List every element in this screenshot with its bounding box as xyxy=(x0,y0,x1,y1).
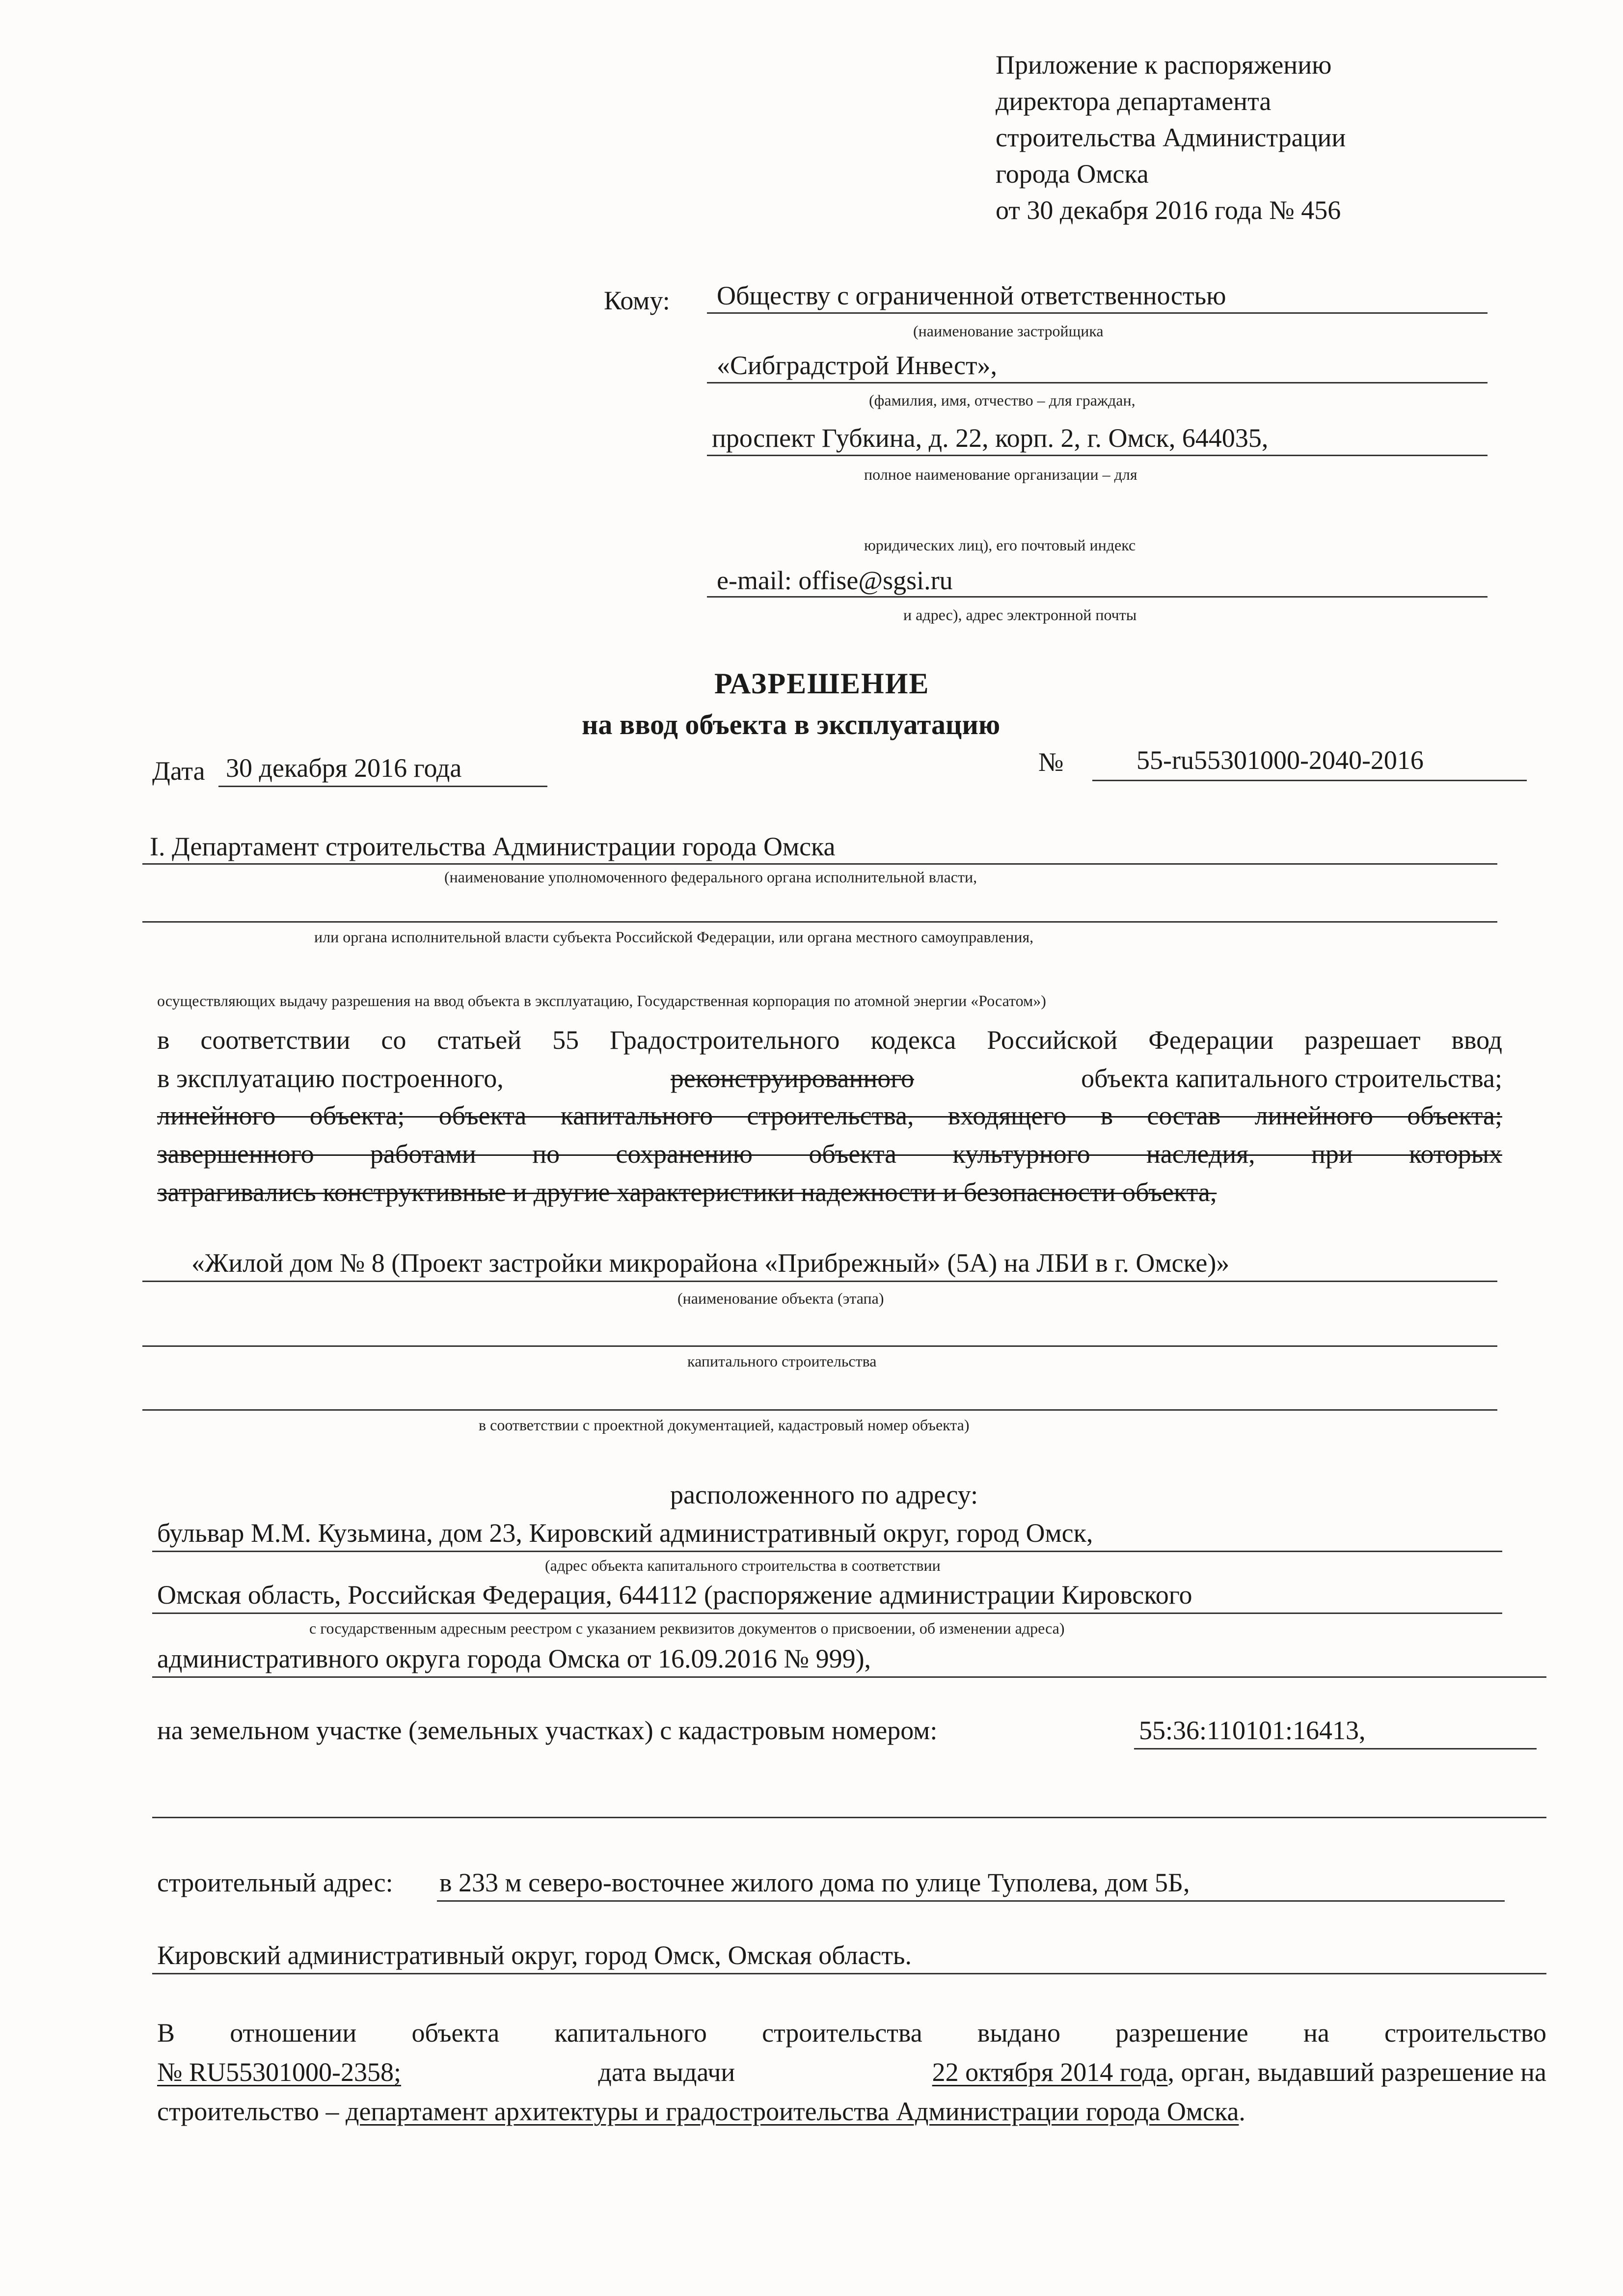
location-line-2: Омская область, Российская Федерация, 644112 (распоряжение администрации Кировского xyxy=(157,1580,1192,1610)
location-line-3: административного округа города Омска от 16.09.2016 № 999), xyxy=(157,1644,871,1673)
underline xyxy=(152,1676,1546,1678)
appendix-line-5: от 30 декабря 2016 года № 456 xyxy=(996,195,1341,225)
underline xyxy=(707,382,1488,383)
permit-line-2-rest: , орган, выдавший разрешение на xyxy=(1167,2057,1546,2087)
permit-date-label: дата выдачи xyxy=(598,2057,735,2087)
underline xyxy=(142,1409,1497,1411)
paragraph-line-2-struck: реконструированного xyxy=(670,1064,915,1093)
underline xyxy=(152,1551,1502,1552)
paragraph-line-2-part-3: объекта капитального строительства; xyxy=(1081,1064,1502,1093)
underline xyxy=(142,1281,1497,1282)
underline xyxy=(707,455,1488,456)
paragraph-line-4: завершенного работами по сохранению объекта культурного наследия, при которых xyxy=(157,1139,1502,1169)
date-label: Дата xyxy=(152,756,205,786)
land-label: на земельном участке (земельных участках) с кадастровым номером: xyxy=(157,1716,938,1745)
paragraph-line-3: линейного объекта; объекта капитального строительства, входящего в состав линейного объекта; xyxy=(157,1101,1502,1130)
permit-line-3 xyxy=(157,2096,1245,2127)
location-hint-1: (адрес объекта капитального строительства в соответствии xyxy=(545,1557,941,1574)
underline xyxy=(707,596,1488,598)
permit-issuer: департамент архитектуры и градостроительства Администрации города Омска xyxy=(345,2097,1239,2126)
underline xyxy=(1134,1748,1537,1749)
paragraph-line-2-part-1: в эксплуатацию построенного, xyxy=(157,1064,504,1093)
construction-address-label: строительный адрес: xyxy=(157,1868,393,1897)
underline xyxy=(152,1973,1546,1974)
permit-line-2 xyxy=(157,2056,1546,2088)
authority-name: I. Департамент строительства Администрации города Омска xyxy=(150,832,836,861)
underline xyxy=(142,921,1497,923)
underline xyxy=(1092,780,1527,781)
underline xyxy=(218,786,547,787)
to-label: Кому: xyxy=(604,286,670,315)
underline xyxy=(152,1613,1502,1614)
authority-hint-3: осуществляющих выдачу разрешения на ввод объекта в эксплуатацию, Государственная корпорация по атомной энергии «Росатом») xyxy=(157,992,1046,1010)
appendix-line-2: директора департамента xyxy=(996,86,1271,116)
recipient-hint-2: (фамилия, имя, отчество – для граждан, xyxy=(869,391,1136,409)
paragraph-line-1: в соответствии со статьей 55 Градостроительного кодекса Российской Федерации разрешает ввод xyxy=(157,1025,1502,1055)
underline xyxy=(707,312,1488,314)
appendix-line-1: Приложение к распоряжению xyxy=(996,50,1332,80)
appendix-line-4: города Омска xyxy=(996,159,1149,189)
paragraph-line-5: затрагивались конструктивные и другие характеристики надежности и безопасности объекта, xyxy=(157,1177,1217,1207)
document-title: РАЗРЕШЕНИЕ xyxy=(714,667,930,700)
authority-hint-2: или органа исполнительной власти субъекта Российской Федерации, или органа местного самоуправления, xyxy=(314,928,1034,946)
recipient-hint-4: юридических лиц), его почтовый индекс xyxy=(864,536,1136,554)
location-hint-2: с государственным адресным реестром с указанием реквизитов документов о присвоении, об изменении адреса) xyxy=(309,1619,1065,1637)
permit-issuer-label: строительство – xyxy=(157,2097,339,2126)
permit-line-3-end: . xyxy=(1239,2097,1245,2126)
authority-hint-1: (наименование уполномоченного федерального органа исполнительной власти, xyxy=(444,868,977,886)
number-value: 55-ru55301000-2040-2016 xyxy=(1136,745,1424,775)
construction-address-value: в 233 м северо-восточнее жилого дома по улице Туполева, дом 5Б, xyxy=(439,1868,1190,1897)
object-hint-2: капитального строительства xyxy=(687,1352,877,1370)
number-label: № xyxy=(1038,747,1064,777)
underline xyxy=(142,863,1497,865)
recipient-hint-3: полное наименование организации – для xyxy=(864,465,1137,483)
recipient-name-line-2: «Сибградстрой Инвест», xyxy=(717,351,998,380)
recipient-hint-5: и адрес), адрес электронной почты xyxy=(903,606,1137,624)
recipient-address: проспект Губкина, д. 22, корп. 2, г. Омск, 644035, xyxy=(712,423,1269,453)
date-value: 30 декабря 2016 года xyxy=(226,753,462,783)
object-hint-3: в соответствии с проектной документацией, кадастровый номер объекта) xyxy=(479,1416,970,1434)
paragraph-line-2 xyxy=(157,1063,1502,1094)
recipient-name-line-1: Обществу с ограниченной ответственностью xyxy=(717,281,1226,310)
permit-number: № RU55301000-2358; xyxy=(157,2057,402,2087)
appendix-line-3: строительства Администрации xyxy=(996,123,1346,152)
location-line-1: бульвар М.М. Кузьмина, дом 23, Кировский административный округ, город Омск, xyxy=(157,1518,1093,1548)
object-hint-1: (наименование объекта (этапа) xyxy=(677,1289,884,1307)
document-subtitle: на ввод объекта в эксплуатацию xyxy=(582,709,1001,740)
underline xyxy=(152,1817,1546,1818)
location-heading: расположенного по адресу: xyxy=(670,1480,978,1509)
cadastral-number: 55:36:110101:16413, xyxy=(1139,1716,1366,1745)
underline xyxy=(142,1345,1497,1347)
construction-address-line-2: Кировский административный округ, город Омск, Омская область. xyxy=(157,1941,912,1970)
permit-date: 22 октября 2014 года xyxy=(932,2057,1168,2087)
recipient-email: e-mail: offise@sgsi.ru xyxy=(717,566,953,595)
recipient-hint-1: (наименование застройщика xyxy=(913,322,1104,340)
object-name: «Жилой дом № 8 (Проект застройки микрорайона «Прибрежный» (5А) на ЛБИ в г. Омске)» xyxy=(191,1248,1230,1278)
permit-line-1: В отношении объекта капитального строительства выдано разрешение на строительство xyxy=(157,2018,1546,2048)
underline xyxy=(437,1900,1505,1902)
